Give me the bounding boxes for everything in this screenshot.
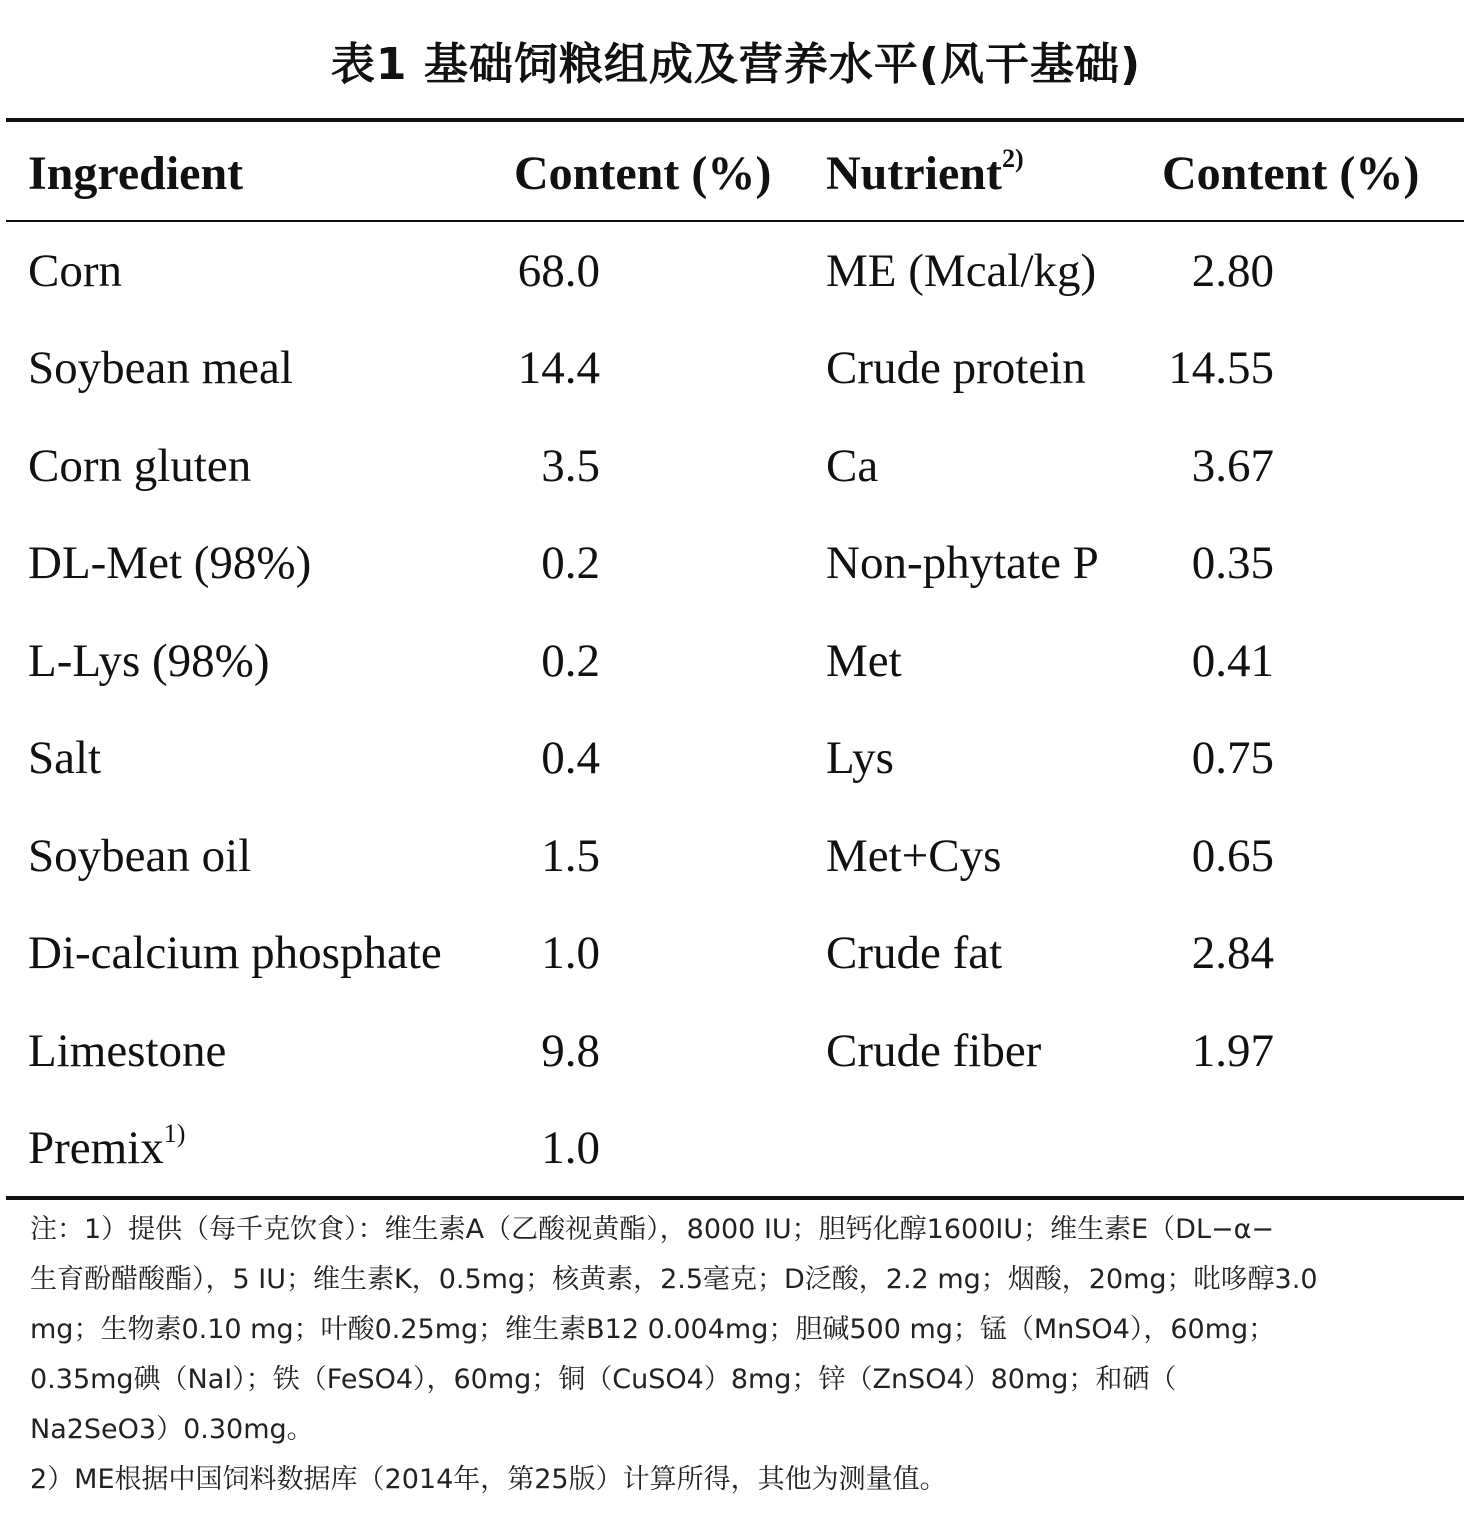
nutrient-name: ME (Mcal/kg) bbox=[826, 245, 1097, 297]
ingredient-value: 68.0 bbox=[517, 245, 600, 297]
ingredient-value: 0.4 bbox=[541, 732, 600, 784]
ingredient-name: DL-Met (98%) bbox=[28, 537, 312, 589]
header-nutrient bbox=[826, 146, 1024, 201]
nutrient-name: Met bbox=[826, 635, 902, 687]
ingredient-name: Corn bbox=[28, 245, 122, 297]
bottom-rule bbox=[6, 1196, 1464, 1200]
nutrient-value: 0.41 bbox=[1191, 635, 1274, 687]
note-line: Na2SeO3）0.30mg。 bbox=[30, 1414, 314, 1445]
ingredient-name: L-Lys (98%) bbox=[28, 635, 270, 687]
top-rule bbox=[6, 118, 1464, 122]
nutrient-value: 3.67 bbox=[1191, 440, 1274, 492]
ingredient-name-label: Premix bbox=[28, 1122, 164, 1174]
nutrient-name: Met+Cys bbox=[826, 830, 1002, 882]
nutrient-name: Crude fat bbox=[826, 927, 1003, 979]
note-line: 注：1）提供（每千克饮食）：维生素A（乙酸视黄酯），8000 IU；胆钙化醇1600IU；维生素E（DL−α− bbox=[30, 1214, 1275, 1245]
ingredient-name: Soybean meal bbox=[28, 342, 293, 394]
note-line: 0.35mg碘（NaI）；铁（FeSO4），60mg；铜（CuSO4）8mg；锌（ZnSO4）80mg；和硒（ bbox=[30, 1364, 1177, 1395]
ingredient-value: 1.0 bbox=[541, 927, 600, 979]
ingredient-name: Di-calcium phosphate bbox=[28, 927, 442, 979]
nutrient-value: 2.80 bbox=[1191, 245, 1274, 297]
nutrient-name: Crude protein bbox=[826, 342, 1086, 394]
header-nutrient-content: Content (%) bbox=[1162, 147, 1420, 200]
note-line: 2）ME根据中国饲料数据库（2014年，第25版）计算所得，其他为测量值。 bbox=[30, 1464, 947, 1495]
ingredient-name: Limestone bbox=[28, 1025, 227, 1077]
nutrient-name: Crude fiber bbox=[826, 1025, 1042, 1077]
nutrient-name: Ca bbox=[826, 440, 879, 492]
ingredient-name: Salt bbox=[28, 732, 102, 784]
note-line: 生育酚醋酸酯），5 IU；维生素K，0.5mg；核黄素，2.5毫克；D泛酸，2.2 mg；烟酸，20mg；吡哆醇3.0 bbox=[30, 1264, 1318, 1295]
note-line: mg；生物素0.10 mg；叶酸0.25mg；维生素B12 0.004mg；胆碱500 mg；锰（MnSO4），60mg； bbox=[30, 1314, 1276, 1345]
table-title: 表1 基础饲粮组成及营养水平(风干基础) bbox=[330, 39, 1142, 90]
nutrient-value: 2.84 bbox=[1191, 927, 1274, 979]
ingredient-footnote: 1) bbox=[163, 1119, 186, 1148]
ingredient-value: 0.2 bbox=[541, 537, 600, 589]
nutrient-value: 0.75 bbox=[1191, 732, 1274, 784]
ingredient-value: 0.2 bbox=[541, 635, 600, 687]
nutrient-value: 0.65 bbox=[1191, 830, 1274, 882]
header-ingredient: Ingredient bbox=[28, 147, 244, 200]
nutrient-value: 1.97 bbox=[1191, 1025, 1274, 1077]
ingredient-value: 9.8 bbox=[541, 1025, 600, 1077]
ingredient-value: 14.4 bbox=[517, 342, 600, 394]
header-nutrient-label: Nutrient bbox=[826, 147, 1002, 200]
ingredient-name: Soybean oil bbox=[28, 830, 252, 882]
nutrient-value: 14.55 bbox=[1168, 342, 1274, 394]
header-rule bbox=[6, 220, 1464, 222]
ingredient-value: 3.5 bbox=[541, 440, 600, 492]
header-nutrient-footnote: 2) bbox=[1001, 144, 1024, 173]
ingredient-value: 1.0 bbox=[541, 1122, 600, 1174]
ingredient-name: Corn gluten bbox=[28, 440, 252, 492]
ingredient-name bbox=[28, 1121, 185, 1175]
nutrient-name: Lys bbox=[826, 732, 894, 784]
ingredient-value: 1.5 bbox=[541, 830, 600, 882]
header-ingredient-content: Content (%) bbox=[514, 147, 772, 200]
nutrient-value: 0.35 bbox=[1191, 537, 1274, 589]
nutrient-name: Non-phytate P bbox=[826, 537, 1099, 589]
